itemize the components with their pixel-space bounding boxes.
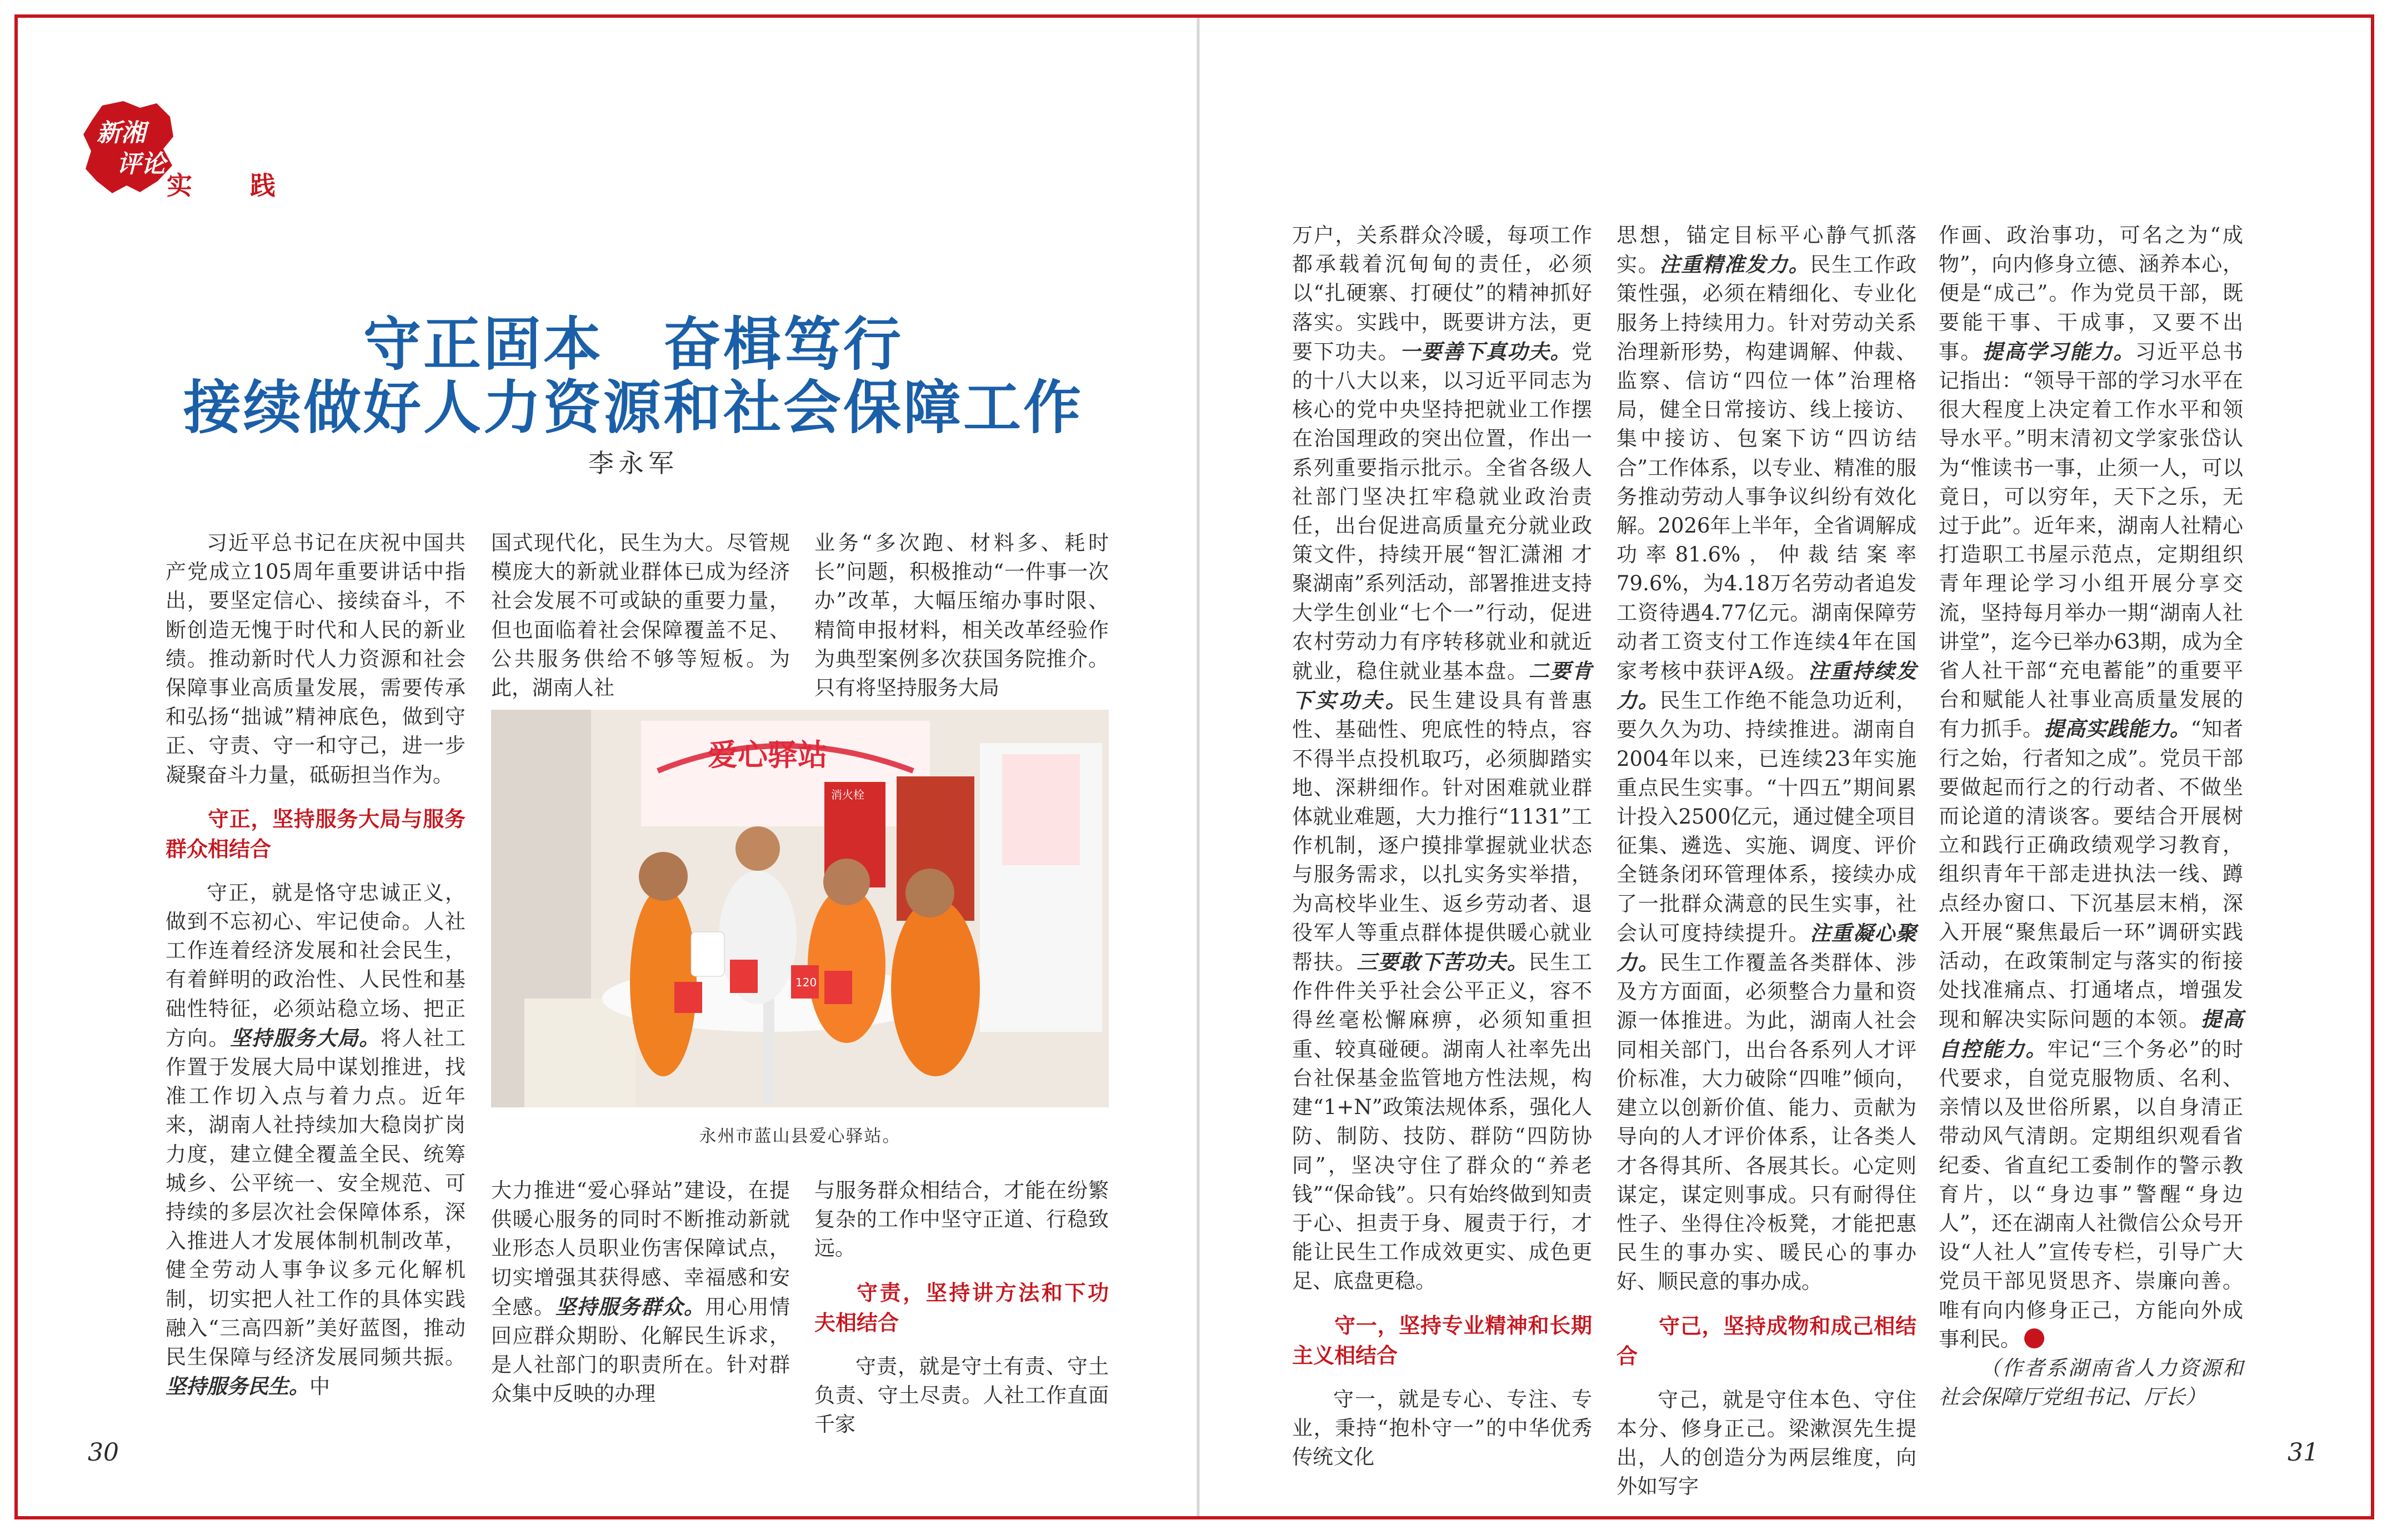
- svg-text:新湘: 新湘: [97, 119, 146, 147]
- section-heading-shouyi: 守一，坚持专业精神和长期主义相结合: [1292, 1312, 1592, 1368]
- column-1: [166, 529, 466, 1399]
- photo-cup-label: 120: [795, 976, 817, 989]
- photo-sign-text: 爱心驿站: [708, 737, 828, 772]
- keyword: 二要肯下实功夫。: [1292, 659, 1593, 713]
- page-number-left: 30: [88, 1438, 119, 1467]
- article-photo: [491, 710, 1109, 1107]
- paragraph: 守己，就是守住本色、守住本分、修身正己。梁漱溟先生提出，人的创造分为两层维度，向外如写字: [1617, 1387, 1916, 1499]
- keyword: 注重凝心聚力。: [1617, 920, 1917, 975]
- photo-caption: 永州市蓝山县爱心驿站。: [699, 1126, 901, 1146]
- paragraph: 守责，就是守土有责、守土负责、守土尽责。人社工作直面千家: [814, 1354, 1109, 1437]
- paragraph: 万户，关系群众冷暖，每项工作都承载着沉甸甸的责任，必须以“扎硬寨、打硬仗”的精神抓好落实。实践中，既要讲方法，更要下功夫。一要善下真功夫。党的十八大以来，以习近平同志为核心的党中央坚持把就业工作摆在治国理政的突出位置，作出一系列重要指示批示。全省各级人社部门坚决扛牢稳就业政治责任，出台促进高质量充分就业政策文件，持续开展“智汇潇湘 才聚湖南”系列活动，部署推进支持大学生创业“七个一”行动，促进农村劳动力有序转移就业和就近就业，稳住就业基本盘。二要肯下实功夫。民生建设具有普惠性、基础性、兜底性的特点，容不得半点投机取巧，必须脚踏实地、深耕细作。针对困难就业群体就业难题，大力推行“1131”工作机制，逐户摸排掌握就业状态与服务需求，以扎实务实举措，为高校毕业生、返乡劳动者、退役军人等重点群体提供暖心就业帮扶。三要敢下苦功夫。民生工作件件关乎社会公平正义，容不得丝毫松懈麻痹，必须知重担重、较真碰硬。湖南人社率先出台社保基金监管地方性法规，构建“1+N”政策法规体系，强化人防、制防、技防、群防“四防协同”，坚决守住了群众的“养老钱”“保命钱”。只有始终做到知责于心、担责于身、履责于行，才能让民生工作成效更实、成色更足、底盘更稳。: [1292, 223, 1593, 1293]
- keyword: 坚持服务大局。: [230, 1025, 381, 1050]
- keyword: 提高实践能力。: [2043, 716, 2191, 741]
- section-heading-shouji: 守己，坚持成物和成己相结合: [1617, 1313, 1916, 1368]
- keyword: 提高学习能力。: [1982, 339, 2135, 364]
- keyword: 坚持服务民生。: [166, 1374, 309, 1399]
- paragraph: 习近平总书记在庆祝中国共产党成立105周年重要讲话中指出，要坚定信心、接续奋斗，不断创造无愧于时代和人民的新业绩。推动新时代人力资源和社会保障事业高质量发展，需要传承和弘扬“拙诚”精神底色，做到守正、守责、守一和守己，进一步凝聚奋斗力量，砥砺担当作为。: [166, 531, 466, 787]
- page-number-right: 31: [2288, 1438, 2319, 1467]
- paragraph: 大力推进“爱心驿站”建设，在提供暖心服务的同时不断推动新就业形态人员职业伤害保障试点，切实增强其获得感、幸福感和安全感。坚持服务群众。用心用情回应群众期盼、化解民生诉求，是人社部门的职责所在。针对群众集中反映的办理: [491, 1178, 790, 1406]
- paragraph: 思想，锚定目标平心静气抓落实。注重精准发力。民生工作政策性强，必须在精细化、专业化服务上持续用力。针对劳动关系治理新形势，构建调解、仲裁、监察、信访“四位一体”治理格局，健全日常接访、线上接访、集中接访、包案下访“四访结合”工作体系，以专业、精准的服务推动劳动人事争议纠纷有效化解。2026年上半年，全省调解成功率81.6%，仲裁结案率79.6%，为4.18万名劳动者追发工资待遇4.77亿元。湖南保障劳动者工资支付工作连续4年在国家考核中获评A级。注重持续发力。民生工作绝不能急功近利，要久久为功、持续推进。湖南自2004年以来，已连续23年实施重点民生实事。“十四五”期间累计投入2500亿元，通过健全项目征集、遴选、实施、调度、评价全链条闭环管理体系，接续办成了一批群众满意的民生实事，社会认可度持续提升。注重凝心聚力。民生工作覆盖各类群体、涉及方方面面，必须整合力量和资源一体推进。为此，湖南人社会同相关部门，出台各系列人才评价标准，大力破除“四唯”倾向，建立以创新价值、能力、贡献为导向的人才评价体系，让各类人才各得其所、各展其长。心定则谋定，谋定则事成。只有耐得住性子、坐得住冷板凳，才能把惠民生的事办实、暖民心的事办好、顺民意的事办成。: [1617, 223, 1917, 1294]
- red-map-seal-icon: [80, 98, 178, 195]
- paragraph: 作画、政治事功，可名之为“成物”，向内修身立德、涵养本心，便是“成己”。作为党员干部，既要能干事、干成事，又要不出事。提高学习能力。习近平总书记指出：“领导干部的学习水平在很大程度上决定着工作水平和领导水平。”明末清初文学家张岱认为“惟读书一事，止须一人，可以竟日，可以穷年，天下之乐，无过于此”。近年来，湖南人社精心打造职工书屋示范点，定期组织青年理论学习小组开展分享交流，坚持每月举办一期“湖南人社讲堂”，迄今已举办63期，成为全省人社干部“充电蓄能”的重要平台和赋能人社事业高质量发展的有力抓手。提高实践能力。“知者行之始，行者知之成”。党员干部要做起而行之的行动者、不做坐而论道的清谈客。要结合开展树立和践行正确政绩观学习教育，组织青年干部走进执法一线、蹲点经办窗口、下沉基层末梢，深入开展“聚焦最后一环”调研实践活动，在政策制定与落实的衔接处找准痛点、打通堵点，增强发现和解决实际问题的本领。提高自控能力。牢记“三个务必”的时代要求，自觉克服物质、名利、亲情以及世俗所累，以自身清正带动风气清朗。定期组织观看省纪委、省直纪工委制作的警示教育片，以“身边事”警醒“身边人”，还在湖南人社微信公众号开设“人社人”宣传专栏，引导广大党员干部见贤思齐、崇廉向善。唯有向内修身正己，方能向外成事利民。: [1939, 223, 2244, 1351]
- column-2-top: [491, 529, 790, 700]
- paragraph: 守一，就是专心、专注、专业，秉持“抱朴守一”的中华优秀传统文化: [1292, 1387, 1592, 1469]
- keyword: 提高自控能力。: [1939, 1007, 2244, 1061]
- paragraph: 业务“多次跑、材料多、耗时长”问题，积极推动“一件事一次办”改革，大幅压缩办事时限、精简申报材料，相关改革经验作为典型案例多次获国务院推介。只有将坚持服务大局: [814, 531, 1109, 700]
- keyword: 一要善下真功夫。: [1399, 339, 1572, 364]
- end-mark-icon: [2024, 1328, 2044, 1348]
- column-4: [1292, 221, 1593, 1469]
- keyword: 注重精准发力。: [1659, 252, 1810, 277]
- section-label: 实 践: [167, 170, 301, 200]
- photo-sign-text-2: 消火栓: [831, 788, 864, 801]
- paragraph: 国式现代化，民生为大。尽管规模庞大的新就业群体已成为经济社会发展不可或缺的重要力量，但也面临着社会保障覆盖不足、公共服务供给不够等短板。为此，湖南人社: [491, 531, 790, 700]
- column-3-top: [814, 529, 1109, 700]
- column-6: [1939, 221, 2244, 1409]
- title-line-2: 接续做好人力资源和社会保障工作: [183, 373, 1083, 442]
- keyword: 坚持服务群众。: [555, 1294, 705, 1319]
- svg-text:评论: 评论: [117, 150, 166, 178]
- keyword: 三要敢下苦功夫。: [1357, 950, 1529, 975]
- author-note: （作者系湖南省人力资源和社会保障厅党组书记、厅长）: [1939, 1356, 2243, 1409]
- keyword: 注重持续发力。: [1617, 659, 1916, 713]
- paragraph: 与服务群众相结合，才能在纷繁复杂的工作中坚守正道、行稳致远。: [814, 1178, 1109, 1261]
- column-3-bottom: [814, 1176, 1109, 1437]
- section-heading-shouzheng: 守正，坚持服务大局与服务群众相结合: [166, 806, 466, 861]
- column-2-bottom: [491, 1176, 790, 1406]
- paragraph: 守正，就是恪守忠诚正义，做到不忘初心、牢记使命。人社工作连着经济发展和社会民生，有着鲜明的政治性、人民性和基础性特征，必须站稳立场、把正方向。坚持服务大局。将人社工作置于发展大局中谋划推进，找准工作切入点与着力点。近年来，湖南人社持续加大稳岗扩岗力度，建立健全覆盖全民、统筹城乡、公平统一、安全规范、可持续的多层次社会保障体系，深入推进人才发展体制机制改革，健全劳动人事争议多元化解机制，切实把人社工作的具体实践融入“三高四新”美好蓝图，推动民生保障与经济发展同频共振。坚持服务民生。中: [166, 880, 466, 1399]
- author: 李永军: [588, 448, 678, 478]
- title-line-1: 守正固本 奋楫笃行: [363, 310, 903, 378]
- section-heading-shouze: 守责，坚持讲方法和下功夫相结合: [814, 1280, 1109, 1335]
- column-5: [1617, 221, 1917, 1499]
- spine-fold: [1197, 18, 1200, 1516]
